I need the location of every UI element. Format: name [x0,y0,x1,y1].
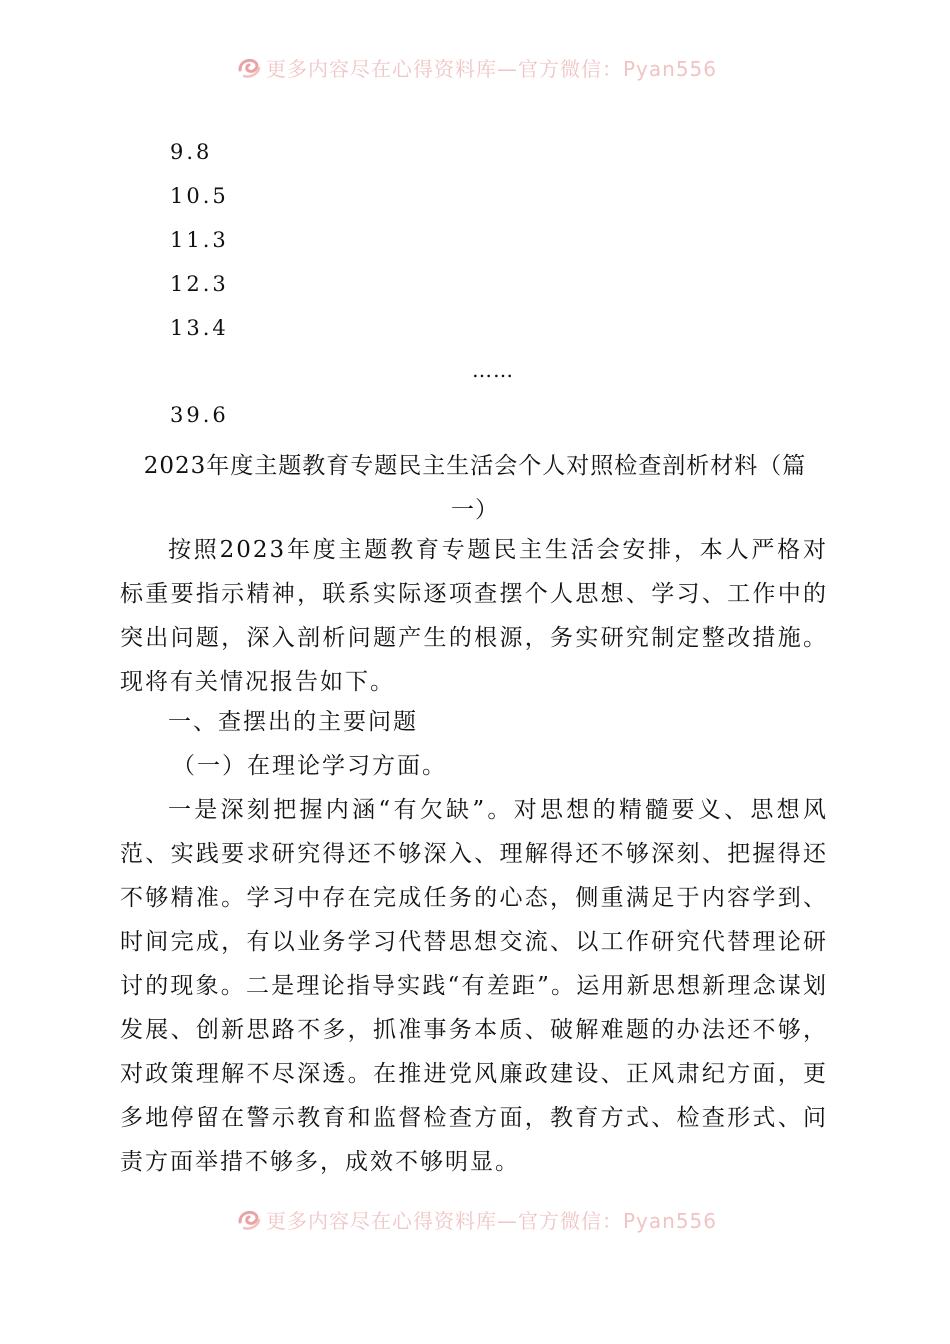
watermark-footer [0,1204,950,1234]
document-title-line1: 2023年度主题教育专题民主生活会个人对照检查剖析材料（篇 [143,453,807,479]
section-heading: 一、查摆出的主要问题 [168,709,418,735]
list-item: 13.4 [170,316,229,340]
watermark-text: 更多内容尽在心得资料库—官方微信：Pyan556 [266,56,718,81]
list-item: 9.8 [170,140,213,164]
intro-paragraph: 按照2023年度主题教育专题民主生活会安排，本人严格对标重要指示精神，联系实际逐项查摆个人思想、学习、工作中的突出问题，深入剖析问题产生的根源，务实研究制定整改措施。现将有关情况报告如下。 [120,537,828,695]
list-ellipsis: …… [472,358,514,382]
subsection-heading: （一）在理论学习方面。 [172,753,447,779]
swirl-logo-icon [236,1206,262,1232]
list-item: 11.3 [170,228,229,252]
watermark-header [0,52,950,82]
list-item-last: 39.6 [170,403,229,427]
list-item: 12.3 [170,272,229,296]
document-title [120,444,830,532]
document-title-line2: 一） [451,497,499,523]
swirl-logo-icon [236,54,262,80]
body-paragraph: 一是深刻把握内涵“有欠缺”。对思想的精髓要义、思想风范、实践要求研究得还不够深入、理解得还不够深刻、把握得还不够精准。学习中存在完成任务的心态，侧重满足于内容学到、时间完成，有以业务学习代替思想交流、以工作研究代替理论研讨的现象。二是理论指导实践“有差距”。运用新思想新理念谋划发展、创新思路不多，抓准事务本质、破解难题的办法还不够，对政策理解不尽深透。在推进党风廉政建设、正风肃纪方面，更多地停留在警示教育和监督检查方面，教育方式、检查形式、问责方面举措不够多，成效不够明显。 [120,797,828,1175]
list-item: 10.5 [170,184,229,208]
watermark-text: 更多内容尽在心得资料库—官方微信：Pyan556 [266,1208,718,1233]
